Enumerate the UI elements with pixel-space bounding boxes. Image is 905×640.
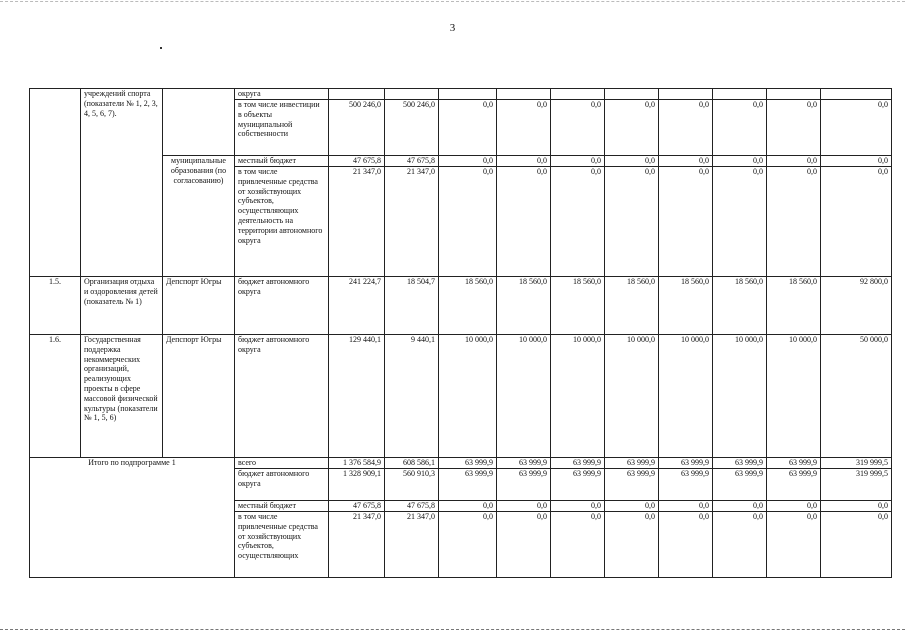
cell-value [551, 89, 605, 100]
cell-value: 18 560,0 [767, 277, 821, 335]
cell-value [497, 89, 551, 100]
cell-value: 0,0 [659, 167, 713, 277]
table-row [30, 335, 892, 458]
cell-value: 63 999,9 [439, 469, 497, 501]
cell-value: 63 999,9 [713, 469, 767, 501]
cell-measure: Государственная поддержка некоммерческих организаций, реализующих проекты в сфере массовой физической культуры (показатели № 1, 5, 6) [81, 335, 163, 458]
cell-num [30, 89, 81, 277]
cell-value: 18 560,0 [659, 277, 713, 335]
scan-top-edge [0, 1, 905, 2]
cell-executor: Депспорт Югры [163, 335, 235, 458]
cell-value [767, 89, 821, 100]
cell-value: 63 999,9 [713, 458, 767, 469]
cell-executor: муниципальные образования (по согласованию) [163, 156, 235, 277]
table-row [30, 277, 892, 335]
cell-value: 0,0 [605, 156, 659, 167]
cell-value: 21 347,0 [329, 167, 385, 277]
cell-value: 0,0 [821, 100, 892, 156]
cell-value: 0,0 [605, 501, 659, 512]
cell-value: 18 560,0 [605, 277, 659, 335]
cell-value: 10 000,0 [605, 335, 659, 458]
cell-value: 21 347,0 [329, 512, 385, 578]
cell-value: 0,0 [497, 512, 551, 578]
cell-value: 0,0 [713, 501, 767, 512]
cell-value: 10 000,0 [713, 335, 767, 458]
cell-value: 63 999,9 [439, 458, 497, 469]
cell-value: 47 675,8 [329, 501, 385, 512]
cell-source: всего [235, 458, 329, 469]
cell-source: местный бюджет [235, 501, 329, 512]
cell-value: 500 246,0 [329, 100, 385, 156]
cell-value: 10 000,0 [551, 335, 605, 458]
cell-value: 0,0 [713, 512, 767, 578]
cell-source: бюджет автономного округа [235, 277, 329, 335]
cell-value: 63 999,9 [497, 458, 551, 469]
cell-source: в том числе инвестиции в объекты муниципальной собственности [235, 100, 329, 156]
cell-source: округа [235, 89, 329, 100]
cell-value: 63 999,9 [497, 469, 551, 501]
cell-value: 10 000,0 [767, 335, 821, 458]
cell-value: 319 999,5 [821, 469, 892, 501]
cell-value: 0,0 [659, 501, 713, 512]
cell-value: 18 560,0 [551, 277, 605, 335]
cell-value: 0,0 [551, 167, 605, 277]
cell-value: 0,0 [659, 512, 713, 578]
cell-value: 0,0 [605, 100, 659, 156]
cell-value: 1 328 909,1 [329, 469, 385, 501]
cell-value: 47 675,8 [385, 501, 439, 512]
cell-value: 0,0 [713, 100, 767, 156]
cell-value: 18 560,0 [497, 277, 551, 335]
cell-value: 608 586,1 [385, 458, 439, 469]
cell-value: 0,0 [551, 512, 605, 578]
table-row [30, 458, 892, 469]
cell-num: 1.5. [30, 277, 81, 335]
cell-value: 18 560,0 [713, 277, 767, 335]
cell-value: 0,0 [767, 167, 821, 277]
cell-value: 0,0 [821, 501, 892, 512]
cell-value: 319 999,5 [821, 458, 892, 469]
cell-value: 0,0 [497, 167, 551, 277]
cell-value: 0,0 [497, 501, 551, 512]
cell-value: 0,0 [439, 100, 497, 156]
cell-value [385, 89, 439, 100]
cell-value: 9 440,1 [385, 335, 439, 458]
cell-value: 0,0 [551, 501, 605, 512]
cell-source: бюджет автономного округа [235, 469, 329, 501]
cell-measure: Организация отдыха и оздоровления детей (показатель № 1) [81, 277, 163, 335]
budget-table [29, 88, 892, 578]
cell-value: 0,0 [713, 167, 767, 277]
cell-value: 63 999,9 [659, 458, 713, 469]
cell-source: бюджет автономного округа [235, 335, 329, 458]
cell-value: 0,0 [439, 501, 497, 512]
cell-value: 0,0 [439, 167, 497, 277]
cell-value: 63 999,9 [551, 469, 605, 501]
cell-value: 63 999,9 [605, 469, 659, 501]
cell-measure: учреждений спорта (показатели № 1, 2, 3, 4, 5, 6, 7). [81, 89, 163, 277]
cell-value: 0,0 [659, 156, 713, 167]
cell-value [713, 89, 767, 100]
cell-value: 129 440,1 [329, 335, 385, 458]
cell-value: 50 000,0 [821, 335, 892, 458]
cell-value: 0,0 [767, 501, 821, 512]
cell-value: 500 246,0 [385, 100, 439, 156]
cell-value: 10 000,0 [659, 335, 713, 458]
cell-value: 47 675,8 [329, 156, 385, 167]
cell-value: 21 347,0 [385, 512, 439, 578]
cell-value: 0,0 [821, 512, 892, 578]
cell-value: 63 999,9 [767, 469, 821, 501]
cell-value: 0,0 [605, 512, 659, 578]
cell-value: 0,0 [713, 156, 767, 167]
cell-num: 1.6. [30, 335, 81, 458]
cell-value: 560 910,3 [385, 469, 439, 501]
total-label: Итого по подпрограмме 1 [30, 458, 235, 578]
cell-value [605, 89, 659, 100]
cell-value: 0,0 [497, 156, 551, 167]
page-number: 3 [449, 22, 456, 34]
cell-value: 10 000,0 [497, 335, 551, 458]
cell-value: 0,0 [439, 512, 497, 578]
cell-source: в том числе привлеченные средства от хозяйствующих субъектов, осуществляющих [235, 512, 329, 578]
cell-executor [163, 89, 235, 156]
cell-value: 0,0 [659, 100, 713, 156]
cell-value: 63 999,9 [551, 458, 605, 469]
cell-value: 0,0 [821, 156, 892, 167]
cell-value [329, 89, 385, 100]
scan-bottom-edge [0, 629, 905, 630]
cell-value: 10 000,0 [439, 335, 497, 458]
cell-value: 0,0 [439, 156, 497, 167]
cell-value: 47 675,8 [385, 156, 439, 167]
cell-value: 92 800,0 [821, 277, 892, 335]
cell-value: 0,0 [821, 167, 892, 277]
scan-speck [160, 47, 162, 49]
cell-value: 18 560,0 [439, 277, 497, 335]
cell-value: 63 999,9 [767, 458, 821, 469]
cell-value: 63 999,9 [659, 469, 713, 501]
cell-value: 0,0 [497, 100, 551, 156]
cell-value: 0,0 [551, 156, 605, 167]
cell-value: 1 376 584,9 [329, 458, 385, 469]
cell-value: 18 504,7 [385, 277, 439, 335]
cell-source: местный бюджет [235, 156, 329, 167]
cell-value: 0,0 [767, 100, 821, 156]
cell-value [659, 89, 713, 100]
cell-value: 0,0 [767, 156, 821, 167]
cell-value: 0,0 [605, 167, 659, 277]
cell-value: 241 224,7 [329, 277, 385, 335]
cell-value: 21 347,0 [385, 167, 439, 277]
cell-executor: Депспорт Югры [163, 277, 235, 335]
cell-source: в том числе привлеченные средства от хозяйствующих субъектов, осуществляющих деятельность на территории автономного округа [235, 167, 329, 277]
cell-value: 0,0 [767, 512, 821, 578]
cell-value: 63 999,9 [605, 458, 659, 469]
cell-value [439, 89, 497, 100]
table-row [30, 89, 892, 100]
cell-value: 0,0 [551, 100, 605, 156]
cell-value [821, 89, 892, 100]
